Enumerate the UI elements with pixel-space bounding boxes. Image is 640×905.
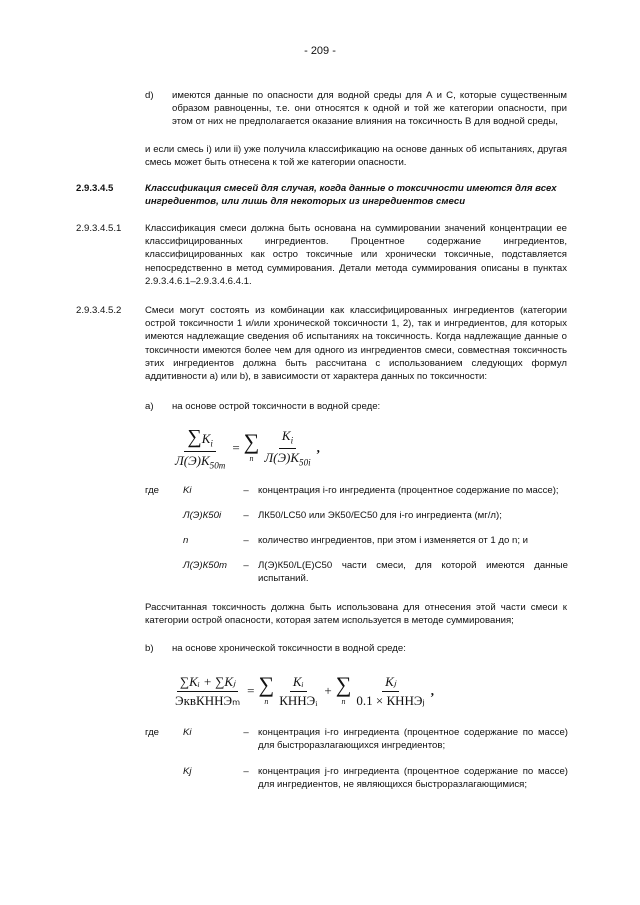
def-symbol: Л(Э)К50m xyxy=(183,560,227,571)
formula-denominator: КННЭᵢ xyxy=(279,692,318,708)
section-title-2-9-3-4-5: Классификация смесей для случая, когда данные о токсичности имеются для всех ингредиентов, или лишь для некоторых из ингредиентов смеси xyxy=(145,183,557,208)
formula-subscript: i xyxy=(210,438,213,449)
formula-acute-right-fraction xyxy=(261,427,313,468)
formula-var: Л(Э)K xyxy=(175,453,210,469)
def-text: концентрация j-го ингредиента (процентное содержание по массе) для ингредиентов, не являющихся быстроразлагающимися; xyxy=(258,766,568,791)
formula-subscript: 50m xyxy=(209,460,226,471)
def-dash: – xyxy=(243,485,249,496)
formula-numerator: ∑Kᵢ + ∑Kⱼ xyxy=(177,673,238,692)
formula-subscript: 50i xyxy=(299,457,311,468)
def-dash: – xyxy=(243,535,249,546)
sum-symbol: ∑ xyxy=(187,425,202,448)
formula-acute xyxy=(172,422,320,474)
paragraph-after-acute: Рассчитанная токсичность должна быть использована для отнесения этой части смеси к категории острой опасности, которая затем используется в методе суммирования; xyxy=(145,602,567,627)
def-symbol: Ki xyxy=(183,727,192,738)
item-d-text: имеются данные по опасности для водной среды для А и С, которые существенным образом равноценны, т.е. они относятся к одной и той же категории опасности, при этом от них не предполагается оказание влияния на токсичность В для водной среды, xyxy=(172,90,567,128)
def-dash: – xyxy=(243,510,249,521)
item-b-text: на основе хронической токсичности в водной среде: xyxy=(172,643,406,654)
equals-sign: = xyxy=(232,440,240,456)
mixture-paragraph: и если смесь i) или ii) уже получила классификацию на основе данных об испытаниях, другая смесь может быть отнесена к той же категории опасности. xyxy=(145,144,567,169)
formula-comma: , xyxy=(430,683,435,699)
item-b-label: b) xyxy=(145,643,154,654)
formula-numerator: Kᵢ xyxy=(290,673,307,692)
where-label: где xyxy=(145,727,160,738)
def-dash: – xyxy=(243,560,249,571)
item-d-label: d) xyxy=(145,90,154,101)
formula-numerator: Kⱼ xyxy=(382,673,399,692)
section-text-2-9-3-4-5-1: Классификация смеси должна быть основана на суммировании значений концентрации ее классифицированных ингредиентов. Процентное содержание ингредиентов, классифицированных как остро токсичные или хронически токсичные, подставляется непосредственно в метод суммирования. Детали метода суммирования описаны в пунктах 2.9.3.4.6.1–2.9.3.4.6.4.1. xyxy=(145,223,567,287)
formula-denominator: 0.1 × КННЭⱼ xyxy=(356,692,425,708)
formula-var: K xyxy=(201,430,211,446)
where-label: где xyxy=(145,485,160,496)
def-text: Л(Э)К50/L(E)C50 части смеси, для которой имеются данные испытаний. xyxy=(258,560,568,585)
def-dash: – xyxy=(243,727,249,738)
formula-chronic-fraction-1 xyxy=(276,673,320,710)
formula-subscript: i xyxy=(290,435,294,446)
def-symbol: Ki xyxy=(183,485,192,496)
plus-sign: + xyxy=(324,683,332,699)
sum-index: n xyxy=(249,454,254,464)
section-number-2-9-3-4-5-2: 2.9.3.4.5.2 xyxy=(76,305,122,316)
section-number-2-9-3-4-5-1: 2.9.3.4.5.1 xyxy=(76,223,122,234)
section-number-2-9-3-4-5: 2.9.3.4.5 xyxy=(76,183,114,194)
section-text-2-9-3-4-5-2: Смеси могут состоять из комбинации как классифицированных ингредиентов (категории острой токсичности 1 и/или хронической токсичности 1, 2), так и ингредиентов, для которых имеются надлежащие сведения об испытаниях на токсичность. Когда надлежащие данные о токсичности имеются более чем для одного из ингредиентов смеси, совместная токсичность этих ингредиентов должна быть рассчитана с использованием следующих формул аддитивности а) или b), в зависимости от характера данных по токсичности: xyxy=(145,305,567,383)
formula-comma: , xyxy=(316,440,320,456)
sum-index: n xyxy=(264,697,269,707)
def-text: ЛК50/LC50 или ЭК50/EC50 для i-го ингредиента (мг/л); xyxy=(258,510,502,521)
sum-index: n xyxy=(341,697,346,707)
def-symbol: Л(Э)К50i xyxy=(183,510,222,521)
sum-symbol: ∑ xyxy=(258,672,275,698)
def-text: концентрация i-го ингредиента (процентное содержание по массе) для быстроразлагающихся ингредиентов; xyxy=(258,727,568,752)
def-text: количество ингредиентов, при этом i изменяется от 1 до n; и xyxy=(258,535,529,546)
def-dash: – xyxy=(243,766,249,777)
def-text: концентрация i-го ингредиента (процентное содержание по массе); xyxy=(258,485,559,496)
page-number: - 209 - xyxy=(304,45,336,57)
formula-denominator: ЭквКННЭₘ xyxy=(175,692,241,708)
sum-symbol: ∑ xyxy=(335,672,352,698)
item-a-text: на основе острой токсичности в водной среде: xyxy=(172,401,381,412)
formula-chronic xyxy=(172,664,434,718)
item-a-label: a) xyxy=(145,401,154,412)
def-symbol: Kj xyxy=(183,766,192,777)
def-symbol: n xyxy=(183,535,189,546)
formula-var: K xyxy=(281,428,291,444)
equals-sign: = xyxy=(247,683,255,699)
formula-chronic-left-fraction xyxy=(172,673,243,710)
formula-var: Л(Э)K xyxy=(264,449,300,465)
formula-chronic-fraction-2 xyxy=(353,673,427,710)
formula-acute-left-fraction xyxy=(172,424,228,473)
sum-symbol: ∑ xyxy=(243,429,260,455)
